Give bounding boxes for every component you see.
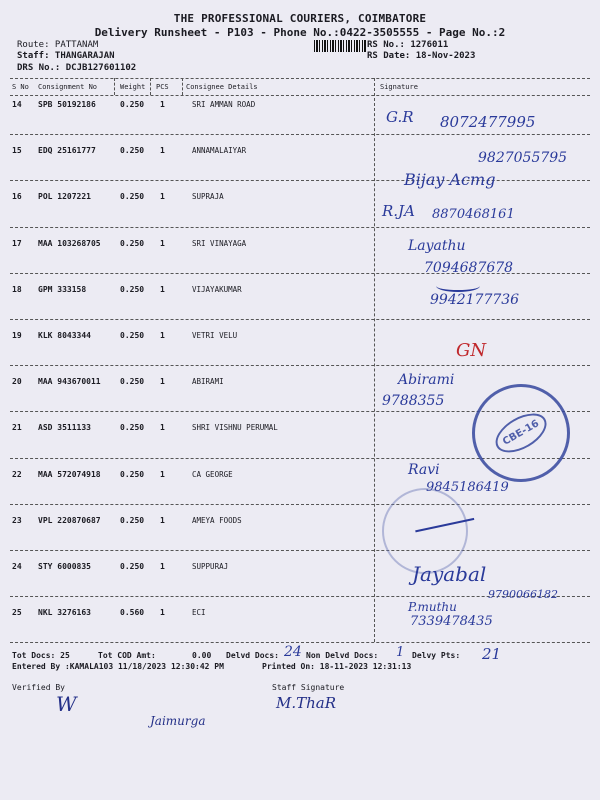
delivered-docs-count: 24 xyxy=(284,644,302,660)
col-consignee: Consignee Details xyxy=(186,83,258,91)
row-consignee: ECI xyxy=(192,608,206,618)
row-separator xyxy=(10,134,590,135)
row-pcs: 1 xyxy=(160,608,165,618)
col-pcs: PCS xyxy=(156,83,169,91)
row-weight: 0.250 xyxy=(120,377,145,387)
total-cod-amount: 0.00 xyxy=(192,651,212,660)
row-consignment: EDQ 25161777 xyxy=(38,146,96,156)
total-cod-label: Tot COD Amt: xyxy=(98,651,156,660)
row-sno: 21 xyxy=(12,423,22,433)
signature-22-name: Ravi xyxy=(408,462,440,478)
signature-19: GN xyxy=(456,340,487,361)
row-consignment: POL 1207221 xyxy=(38,192,91,202)
signature-15-phone: 9827055795 xyxy=(478,150,568,166)
row-pcs: 1 xyxy=(160,515,165,525)
row-consignment: MAA 943670011 xyxy=(38,377,101,387)
row-consignment: MAA 103268705 xyxy=(38,238,101,248)
signature-17-name: Layathu xyxy=(408,238,466,254)
row-weight: 0.250 xyxy=(120,238,145,248)
row-pcs: 1 xyxy=(160,100,165,109)
row-consignment: GPM 333158 xyxy=(38,284,87,294)
row-pcs: 1 xyxy=(160,469,165,479)
signature-16-phone: 8870468161 xyxy=(432,207,515,222)
total-docs: Tot Docs: 25 xyxy=(12,651,70,660)
row-consignee: SRI AMMAN ROAD xyxy=(192,100,256,109)
table-row xyxy=(10,608,590,620)
row-sno: 18 xyxy=(12,284,22,294)
row-consignment: MAA 572074918 xyxy=(38,469,101,479)
signature-15-name: Bijay Acmg xyxy=(404,170,496,189)
row-sno: 17 xyxy=(12,238,22,248)
row-separator xyxy=(10,319,590,320)
signature-20-phone: 9788355 xyxy=(382,393,445,409)
row-consignee: VETRI VELU xyxy=(192,331,238,340)
row-separator xyxy=(10,365,590,366)
barcode xyxy=(314,40,366,52)
row-consignment: VPL 220870687 xyxy=(38,515,101,525)
col-consignment: Consignment No xyxy=(38,83,98,91)
row-pcs: 1 xyxy=(160,146,165,156)
delivered-docs-label: Delvd Docs: xyxy=(226,651,279,660)
row-sno: 22 xyxy=(12,469,22,479)
rs-date-label: RS Date: 18-Nov-2023 xyxy=(367,51,476,61)
verifier-signature: W xyxy=(56,692,77,716)
row-consignee: SHRI VISHNU PERUMAL xyxy=(192,423,278,433)
row-consignee: SUPPURAJ xyxy=(192,562,229,571)
row-consignment: NKL 3276163 xyxy=(38,608,91,618)
row-sno: 25 xyxy=(12,608,22,618)
signature-18-phone: 9942177736 xyxy=(430,292,520,308)
row-consignee: AMEYA FOODS xyxy=(192,515,242,525)
row-weight: 0.560 xyxy=(120,608,145,618)
signature-14-initials: G.R xyxy=(386,108,414,126)
table-row xyxy=(10,516,590,528)
staff-signature: M.ThaR xyxy=(276,694,337,712)
signature-25-name: P.muthu xyxy=(408,600,457,614)
row-weight: 0.250 xyxy=(120,515,145,525)
signature-16-name: R.JA xyxy=(382,202,415,220)
col-sno: S No xyxy=(12,83,29,91)
signature-17-phone: 7094687678 xyxy=(424,260,514,276)
delivery-points-count: 21 xyxy=(482,645,502,663)
row-weight: 0.250 xyxy=(120,331,145,340)
row-separator xyxy=(10,180,590,181)
row-weight: 0.250 xyxy=(120,146,145,156)
row-separator xyxy=(10,227,590,228)
row-consignee: VIJAYAKUMAR xyxy=(192,284,242,294)
row-consignment: ASD 3511133 xyxy=(38,423,91,433)
row-weight: 0.250 xyxy=(120,192,145,202)
signature-18-scribble xyxy=(436,280,480,292)
delivery-points-label: Delvy Pts: xyxy=(412,651,461,660)
second-signature: Jaimurga xyxy=(150,714,206,728)
row-pcs: 1 xyxy=(160,423,165,433)
row-pcs: 1 xyxy=(160,562,165,571)
rs-no-label: RS No.: 1276011 xyxy=(367,40,449,50)
row-separator xyxy=(10,550,590,551)
signature-25-phone: 7339478435 xyxy=(410,614,493,629)
non-delivered-count: 1 xyxy=(396,645,405,660)
staff-label: Staff: THANGARAJAN xyxy=(17,51,115,61)
non-delivered-docs-label: Non Delvd Docs: xyxy=(306,651,379,660)
row-sno: 24 xyxy=(12,562,22,571)
signature-22-phone: 9845186419 xyxy=(426,480,509,495)
row-weight: 0.250 xyxy=(120,423,145,433)
row-consignee: CA GEORGE xyxy=(192,469,233,479)
row-sno: 14 xyxy=(12,100,22,109)
signature-24-name: Jayabal xyxy=(412,562,487,586)
row-consignment: KLK 8043344 xyxy=(38,331,91,340)
row-consignee: ABIRAMI xyxy=(192,377,224,387)
table-row xyxy=(10,331,590,343)
row-pcs: 1 xyxy=(160,192,165,202)
row-sno: 19 xyxy=(12,331,22,340)
row-consignment: SPB 50192186 xyxy=(38,100,96,109)
signature-24-phone: 9790066182 xyxy=(488,588,558,601)
delivery-stamp: CBE-16 xyxy=(472,384,570,482)
route-label: Route: PATTANAM xyxy=(17,40,99,50)
row-weight: 0.250 xyxy=(120,469,145,479)
row-sno: 23 xyxy=(12,515,22,525)
row-consignee: SRI VINAYAGA xyxy=(192,238,247,248)
signature-14-phone: 8072477995 xyxy=(440,113,536,131)
row-pcs: 1 xyxy=(160,284,165,294)
signature-20-name: Abirami xyxy=(398,372,455,388)
row-consignee: ANNAMALAIYAR xyxy=(192,146,247,156)
table-row xyxy=(10,100,590,112)
row-weight: 0.250 xyxy=(120,562,145,571)
row-separator xyxy=(10,504,590,505)
table-row xyxy=(10,192,590,204)
row-sno: 16 xyxy=(12,192,22,202)
table-row xyxy=(10,239,590,251)
entered-by: Entered By :KAMALA103 11/18/2023 12:30:42 PM xyxy=(12,662,224,671)
row-pcs: 1 xyxy=(160,331,165,340)
row-consignment: STY 6000835 xyxy=(38,562,91,571)
printed-on: Printed On: 18-11-2023 12:31:13 xyxy=(262,662,412,671)
row-sno: 20 xyxy=(12,377,22,387)
drs-label: DRS No.: DCJB127601102 xyxy=(17,63,137,73)
col-weight: Weight xyxy=(120,83,146,91)
col-signature: Signature xyxy=(380,83,418,91)
verified-by-label: Verified By xyxy=(12,683,65,692)
row-weight: 0.250 xyxy=(120,284,145,294)
row-weight: 0.250 xyxy=(120,100,145,109)
row-pcs: 1 xyxy=(160,238,165,248)
page-subtitle: Delivery Runsheet - P103 - Phone No.:0422-3505555 - Page No.:2 xyxy=(94,26,506,39)
staff-signature-label: Staff Signature xyxy=(272,683,345,692)
row-sno: 15 xyxy=(12,146,22,156)
page-title: THE PROFESSIONAL COURIERS, COIMBATORE xyxy=(173,12,427,25)
row-pcs: 1 xyxy=(160,377,165,387)
table-row xyxy=(10,562,590,574)
row-consignee: SUPRAJA xyxy=(192,192,224,202)
